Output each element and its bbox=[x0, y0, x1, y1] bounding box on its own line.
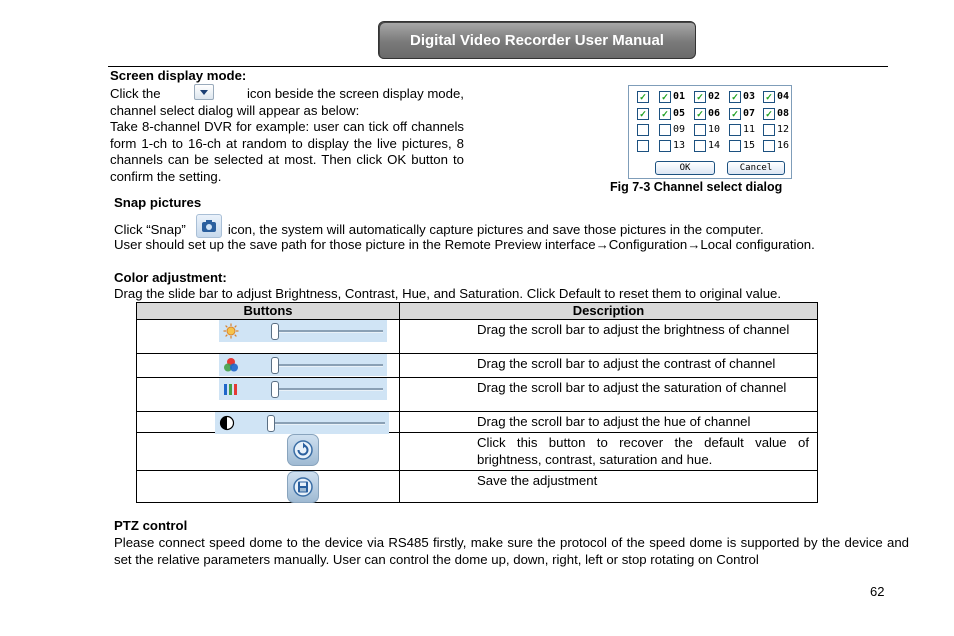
channel-checkbox-04[interactable]: ✓ bbox=[763, 91, 775, 103]
screen-display-line2: channel select dialog will appear as below: bbox=[110, 102, 360, 118]
buttons-cell bbox=[137, 433, 400, 471]
channel-checkbox-03[interactable]: ✓ bbox=[729, 91, 741, 103]
buttons-table bbox=[136, 302, 818, 503]
hue-half-circle-icon bbox=[219, 415, 235, 431]
channel-checkbox-01[interactable]: ✓ bbox=[659, 91, 671, 103]
slider-thumb[interactable] bbox=[271, 357, 279, 374]
description-cell: Drag the scroll bar to adjust the brightness of channel bbox=[400, 320, 818, 354]
dropdown-arrow-icon bbox=[194, 84, 214, 100]
channel-label: 16 bbox=[777, 140, 790, 151]
camera-icon bbox=[196, 214, 222, 238]
channel-label: 15 bbox=[743, 140, 756, 151]
channel-checkbox-10[interactable] bbox=[694, 124, 706, 136]
channel-label: 13 bbox=[673, 140, 686, 151]
channel-checkbox-16[interactable] bbox=[763, 140, 775, 152]
screen-display-line1 bbox=[110, 86, 464, 103]
saturation-bars-icon bbox=[223, 381, 239, 397]
save-button[interactable] bbox=[287, 471, 319, 503]
table-row bbox=[137, 412, 818, 433]
description-cell: Click this button to recover the default value of brightness, contrast, saturation and hue. bbox=[400, 433, 818, 471]
snap-line2: User should set up the save path for those picture in the Remote Preview interface→Configuration→Local configuration. bbox=[114, 237, 815, 252]
channel-checkbox-14[interactable] bbox=[694, 140, 706, 152]
description-cell: Drag the scroll bar to adjust the hue of channel bbox=[400, 412, 818, 433]
screen-display-line1-end: icon beside the screen display mode, bbox=[246, 86, 464, 101]
table-row bbox=[137, 471, 818, 503]
row-select-checkbox[interactable]: ✓ bbox=[637, 108, 649, 120]
slider-thumb[interactable] bbox=[267, 415, 275, 432]
table-row bbox=[137, 433, 818, 471]
col-buttons-header: Buttons bbox=[137, 303, 400, 320]
row-select-checkbox[interactable] bbox=[637, 124, 649, 136]
channel-label: 14 bbox=[708, 140, 721, 151]
channel-checkbox-08[interactable]: ✓ bbox=[763, 108, 775, 120]
description-cell: Save the adjustment bbox=[400, 471, 818, 503]
cancel-button[interactable]: Cancel bbox=[727, 161, 785, 175]
figure-caption: Fig 7-3 Channel select dialog bbox=[610, 180, 783, 194]
slider-track bbox=[275, 364, 383, 367]
buttons-cell bbox=[137, 378, 400, 412]
channel-label: 01 bbox=[673, 91, 686, 102]
slider-thumb[interactable] bbox=[271, 323, 279, 340]
screen-display-heading: Screen display mode: bbox=[110, 68, 247, 83]
description-cell: Drag the scroll bar to adjust the contrast of channel bbox=[400, 354, 818, 378]
slider-track bbox=[275, 388, 383, 391]
slider-track bbox=[275, 330, 383, 333]
table-header-row bbox=[137, 303, 818, 320]
row-select-checkbox[interactable]: ✓ bbox=[637, 91, 649, 103]
ptz-text: Please connect speed dome to the device via RS485 firstly, make sure the protocol of the speed dome is supported by the device and set the relative parameters manually. User can control the dome up, down, right, left or stop rotating on Control bbox=[114, 535, 909, 567]
manual-title-badge bbox=[378, 21, 696, 59]
channel-checkbox-11[interactable] bbox=[729, 124, 741, 136]
channel-checkbox-13[interactable] bbox=[659, 140, 671, 152]
manual-title: Digital Video Recorder User Manual bbox=[410, 31, 664, 49]
save-disk-icon bbox=[288, 472, 318, 502]
channel-checkbox-05[interactable]: ✓ bbox=[659, 108, 671, 120]
table-row bbox=[137, 320, 818, 354]
color-heading: Color adjustment: bbox=[114, 270, 227, 285]
screen-display-body bbox=[110, 86, 464, 185]
channel-label: 10 bbox=[708, 124, 721, 135]
slider-thumb[interactable] bbox=[271, 381, 279, 398]
sun-icon bbox=[223, 323, 239, 339]
channel-checkbox-06[interactable]: ✓ bbox=[694, 108, 706, 120]
channel-label: 06 bbox=[708, 108, 721, 119]
hue-slider[interactable] bbox=[215, 412, 389, 434]
channel-label: 07 bbox=[743, 108, 756, 119]
snap-line1-start: Click “Snap” bbox=[114, 221, 186, 237]
channel-select-dialog bbox=[628, 85, 792, 179]
channel-checkbox-12[interactable] bbox=[763, 124, 775, 136]
saturation-slider[interactable] bbox=[219, 378, 387, 400]
snap-line1-end: icon, the system will automatically capture pictures and save those pictures in the computer. bbox=[227, 221, 764, 237]
header-divider bbox=[108, 66, 888, 67]
table-row bbox=[137, 354, 818, 378]
channel-label: 08 bbox=[777, 108, 790, 119]
channel-checkbox-02[interactable]: ✓ bbox=[694, 91, 706, 103]
ok-button[interactable]: OK bbox=[655, 161, 715, 175]
buttons-cell bbox=[137, 354, 400, 378]
channel-label: 03 bbox=[743, 91, 756, 102]
row-select-checkbox[interactable] bbox=[637, 140, 649, 152]
page-number: 62 bbox=[870, 584, 885, 599]
slider-track bbox=[271, 422, 385, 425]
buttons-cell bbox=[137, 320, 400, 354]
channel-checkbox-15[interactable] bbox=[729, 140, 741, 152]
default-reset-button[interactable] bbox=[287, 434, 319, 466]
contrast-circles-icon bbox=[223, 357, 239, 373]
screen-display-para2: Take 8-channel DVR for example: user can tick off channels form 1-ch to 16-ch at random to display the live pictures, 8 channels can be selected at most. Then click OK button to confirm the setting. bbox=[110, 119, 464, 184]
channel-label: 09 bbox=[673, 124, 686, 135]
col-description-header: Description bbox=[400, 303, 818, 320]
channel-checkbox-09[interactable] bbox=[659, 124, 671, 136]
snap-line1 bbox=[114, 214, 764, 238]
screen-display-line1-start: Click the bbox=[110, 86, 161, 101]
contrast-slider[interactable] bbox=[219, 354, 387, 376]
buttons-cell bbox=[137, 471, 400, 503]
table-row bbox=[137, 378, 818, 412]
color-text: Drag the slide bar to adjust Brightness, Contrast, Hue, and Saturation. Click Default to reset them to original value. bbox=[114, 286, 782, 301]
brightness-slider[interactable] bbox=[219, 320, 387, 342]
description-cell: Drag the scroll bar to adjust the saturation of channel bbox=[400, 378, 818, 412]
snap-heading: Snap pictures bbox=[114, 195, 202, 210]
channel-label: 11 bbox=[743, 124, 756, 135]
channel-label: 04 bbox=[777, 91, 790, 102]
channel-label: 05 bbox=[673, 108, 686, 119]
channel-label: 02 bbox=[708, 91, 721, 102]
default-reset-icon bbox=[288, 435, 318, 465]
channel-checkbox-07[interactable]: ✓ bbox=[729, 108, 741, 120]
buttons-cell bbox=[137, 412, 400, 433]
ptz-heading: PTZ control bbox=[114, 518, 188, 533]
channel-label: 12 bbox=[777, 124, 790, 135]
